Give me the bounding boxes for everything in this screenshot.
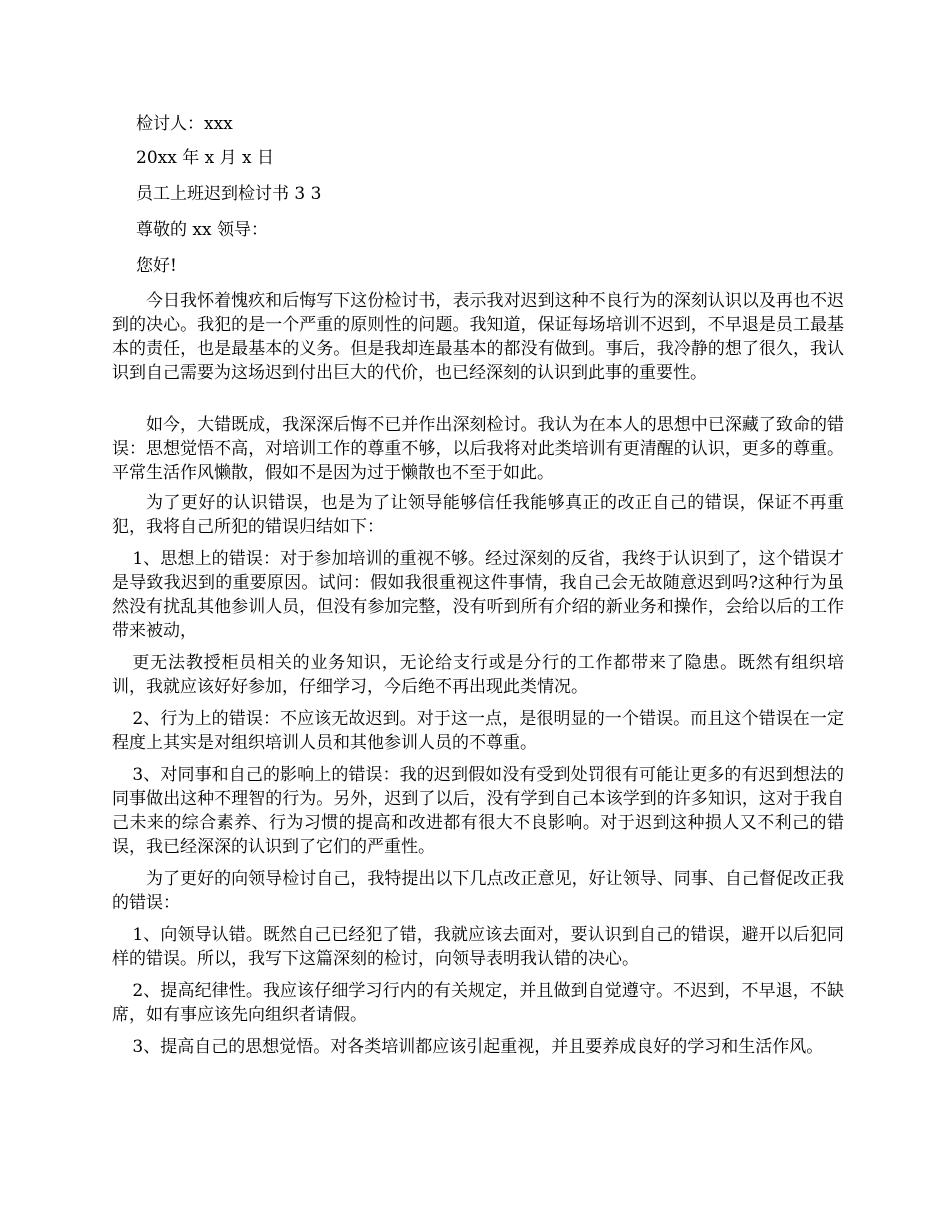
list-item: 1、向领导认错。既然自己已经犯了错，我就应该去面对，要认识到自己的错误，避开以后犯同样的错误。所以，我写下这篇深刻的检讨，向领导表明我认错的决心。 (112, 925, 844, 969)
list-item: 2、行为上的错误：不应该无故迟到。对于这一点，是很明显的一个错误。而且这个错误在一定程度上其实是对组织培训人员和其他参训人员的不尊重。 (112, 709, 844, 753)
list-item: 3、对同事和自己的影响上的错误：我的迟到假如没有受到处罚很有可能让更多的有迟到想法的同事做出这种不理智的行为。另外，迟到了以后，没有学到自己本该学到的许多知识，这对于我自己未来的综合素养、行为习惯的提高和改进都有很大不良影响。对于迟到这种损人又不利己的错误，我已经深深的认识到了它们的严重性。 (112, 765, 844, 857)
list-item: 2、提高纪律性。我应该仔细学习行内的有关规定，并且做到自觉遵守。不迟到，不早退，不缺席，如有事应该先向组织者请假。 (112, 981, 844, 1025)
document-title: 员工上班迟到检讨书 3 3 (136, 184, 322, 204)
salutation-line: 尊敬的 xx 领导： (136, 220, 268, 240)
greeting-line: 您好! (136, 256, 177, 276)
body-paragraph: 为了更好的向领导检讨自己，我特提出以下几点改正意见，好让领导、同事、自己督促改正我的错误： (112, 869, 844, 913)
date-line: 20xx 年 x 月 x 日 (136, 148, 275, 168)
list-item: 1、思想上的错误：对于参加培训的重视不够。经过深刻的反省，我终于认识到了，这个错误才是导致我迟到的重要原因。试问：假如我很重视这件事情，我自己会无故随意迟到吗?这种行为虽然没有扰乱其他参训人员，但没有参加完整，没有听到所有介绍的新业务和操作，会给以后的工作带来被动， (112, 549, 844, 641)
reviewer-line: 检讨人：xxx (136, 114, 233, 134)
list-item: 3、提高自己的思想觉悟。对各类培训都应该引起重视，并且要养成良好的学习和生活作风。 (132, 1037, 824, 1057)
body-paragraph: 如今，大错既成，我深深后悔不已并作出深刻检讨。我认为在本人的思想中已深藏了致命的错误：思想觉悟不高，对培训工作的尊重不够，以后我将对此类培训有更清醒的认识，更多的尊重。平常生活作风懒散，假如不是因为过于懒散也不至于如此。 (112, 415, 844, 483)
body-paragraph: 为了更好的认识错误，也是为了让领导能够信任我能够真正的改正自己的错误，保证不再重犯，我将自己所犯的错误归结如下： (112, 493, 844, 537)
body-paragraph: 今日我怀着愧疚和后悔写下这份检讨书，表示我对迟到这种不良行为的深刻认识以及再也不迟到的决心。我犯的是一个严重的原则性的问题。我知道，保证每场培训不迟到，不早退是员工最基本的责任，也是最基本的义务。但是我却连最基本的都没有做到。事后，我冷静的想了很久，我认识到自己需要为这场迟到付出巨大的代价，也已经深刻的认识到此事的重要性。 (112, 291, 844, 383)
body-paragraph: 更无法教授柜员相关的业务知识，无论给支行或是分行的工作都带来了隐患。既然有组织培训，我就应该好好参加，仔细学习，今后绝不再出现此类情况。 (112, 653, 844, 697)
